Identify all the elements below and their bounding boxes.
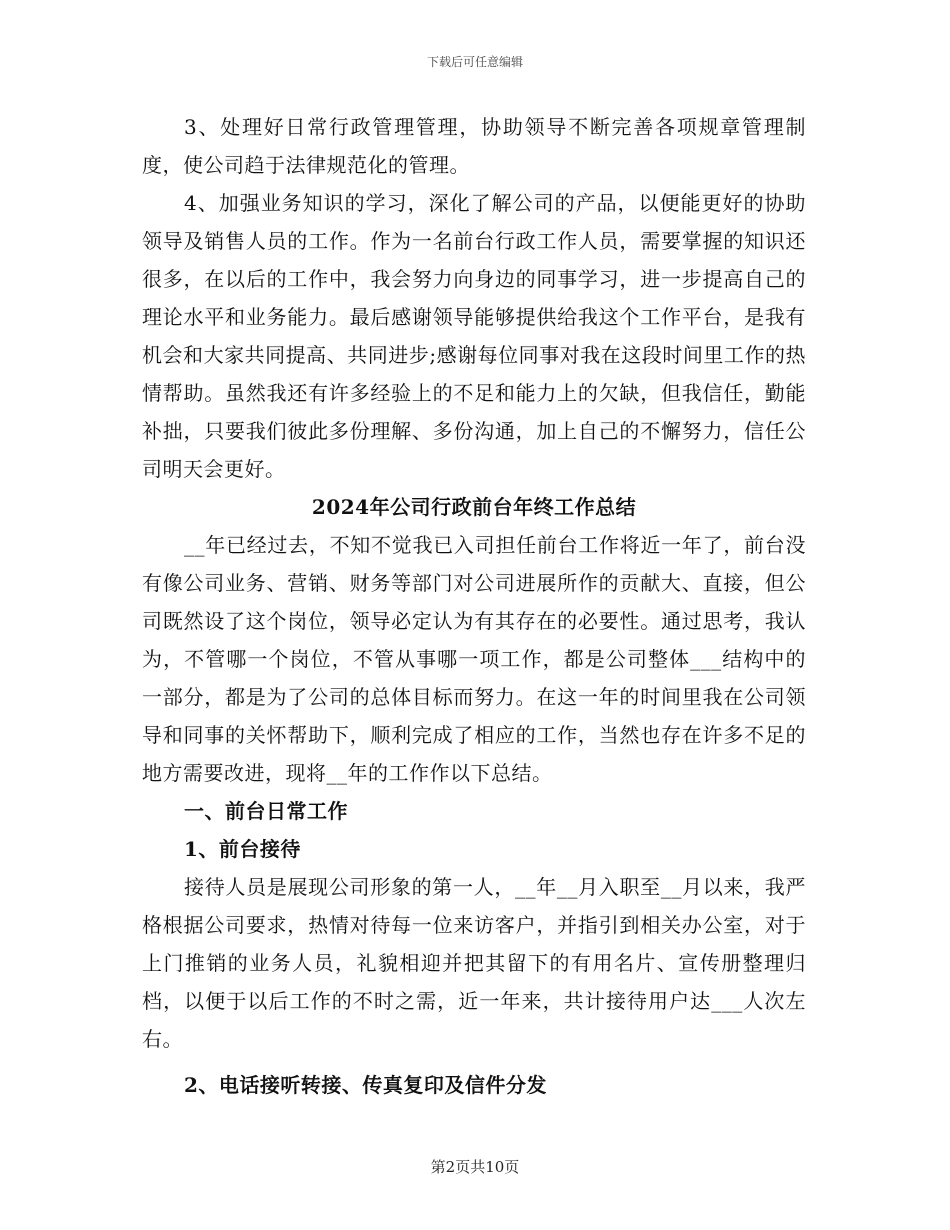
document-title: 2024年公司行政前台年终工作总结 — [311, 495, 637, 519]
paragraph-item-4: 4、加强业务知识的学习，深化了解公司的产品，以便能更好的协助领导及销售人员的工作。作为一名前台行政工作人员，需要掌握的知识还很多，在以后的工作中，我会努力向身边的同事学习，进一步提高自己的理论水平和业务能力。最后感谢领导能够提供给我这个工作平台，是我有机会和大家共同提高、共同进步;感谢每位同事对我在这段时间里工作的热情帮助。虽然我还有许多经验上的不足和能力上的欠缺，但我信任，勤能补拙，只要我们彼此多份理解、多份沟通，加上自己的不懈努力，信任公司明天会更好。 — [142, 191, 806, 481]
page-number: 第2页共10页 — [430, 1158, 520, 1176]
page-header: 下载后可任意编辑 — [426, 55, 523, 69]
subheading-reception: 1、前台接待 — [184, 837, 301, 861]
paragraph-intro: __年已经过去，不知不觉我已入司担任前台工作将近一年了，前台没有像公司业务、营销、财务等部门对公司进展所作的贡献大、直接，但公司既然设了这个岗位，领导必定认为有其存在的必要性。通过思考，我认为，不管哪一个岗位，不管从事哪一项工作，都是公司整体___结构中的一部分，都是为了公司的总体目标而努力。在这一年的时间里我在公司领导和同事的关怀帮助下，顺利完成了相应的工作，当然也存在许多不足的地方需要改进，现将__年的工作作以下总结。 — [142, 533, 806, 785]
subheading-phone-fax-mail: 2、电话接听转接、传真复印及信件分发 — [184, 1073, 547, 1097]
section-heading-daily-work: 一、前台日常工作 — [184, 799, 348, 823]
paragraph-item-3: 3、处理好日常行政管理管理，协助领导不断完善各项规章管理制度，使公司趋于法律规范化的管理。 — [142, 115, 806, 177]
document-body — [142, 108, 806, 1104]
paragraph-reception: 接待人员是展现公司形象的第一人，__年__月入职至__月以来，我严格根据公司要求，热情对待每一位来访客户，并指引到相关办公室，对于上门推销的业务人员，礼貌相迎并把其留下的有用名片、宣传册整理归档，以便于以后工作的不时之需，近一年来，共计接待用户达___人次左右。 — [142, 875, 806, 1051]
